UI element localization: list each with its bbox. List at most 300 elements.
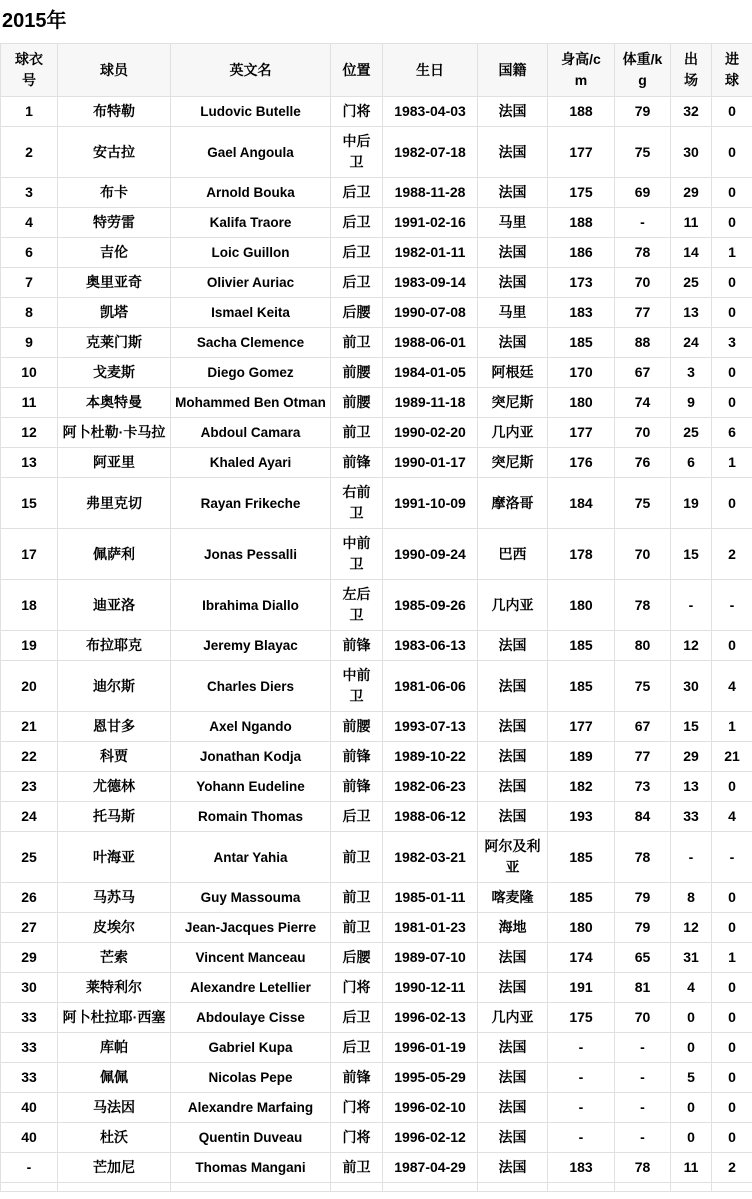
table-cell: 后卫 <box>331 1003 383 1033</box>
table-cell: 6 <box>712 418 752 448</box>
table-cell: 弗里克切 <box>58 478 171 529</box>
table-cell: Mohammed Ben Otman <box>171 388 331 418</box>
table-cell: 9 <box>671 388 712 418</box>
table-cell: Kalifa Traore <box>171 208 331 238</box>
table-cell: 突尼斯 <box>478 388 548 418</box>
table-cell: 阿根廷 <box>478 358 548 388</box>
table-row <box>1 238 752 268</box>
table-cell: 中前卫 <box>331 529 383 580</box>
table-cell: 0 <box>712 127 752 178</box>
table-cell: 前卫 <box>331 832 383 883</box>
column-header: 位置 <box>331 44 383 97</box>
table-cell: 前腰 <box>331 712 383 742</box>
table-row <box>1 1153 752 1183</box>
table-cell: 4 <box>712 802 752 832</box>
table-cell: 前锋 <box>331 1063 383 1093</box>
table-cell: 本奥特曼 <box>58 388 171 418</box>
table-cell: 奥里亚奇 <box>58 268 171 298</box>
table-cell: 31 <box>671 943 712 973</box>
table-cell: 4 <box>712 661 752 712</box>
table-cell <box>58 1183 171 1192</box>
column-header: 球员 <box>58 44 171 97</box>
table-cell: 4 <box>671 973 712 1003</box>
table-cell: 1995-05-29 <box>383 1063 478 1093</box>
table-cell: - <box>1 1153 58 1183</box>
table-cell: 11 <box>1 388 58 418</box>
table-row <box>1 580 752 631</box>
table-cell: Olivier Auriac <box>171 268 331 298</box>
column-header: 球衣号 <box>1 44 58 97</box>
table-cell: 0 <box>712 1003 752 1033</box>
table-cell: 76 <box>615 448 671 478</box>
table-cell: 67 <box>615 712 671 742</box>
table-cell: 1 <box>712 238 752 268</box>
table-cell: 0 <box>712 973 752 1003</box>
table-row <box>1 268 752 298</box>
table-cell: 21 <box>712 742 752 772</box>
table-row <box>1 742 752 772</box>
table-cell: 1982-01-11 <box>383 238 478 268</box>
table-cell: 恩甘多 <box>58 712 171 742</box>
table-row <box>1 661 752 712</box>
table-cell: 0 <box>712 478 752 529</box>
table-cell: 阿尔及利亚 <box>478 832 548 883</box>
table-cell: 1990-09-24 <box>383 529 478 580</box>
table-cell: 75 <box>615 661 671 712</box>
table-row <box>1 712 752 742</box>
header-row <box>1 44 752 97</box>
table-cell: 科贾 <box>58 742 171 772</box>
table-cell: 185 <box>548 883 615 913</box>
table-cell: 1991-10-09 <box>383 478 478 529</box>
table-cell: 马法因 <box>58 1093 171 1123</box>
table-cell: 0 <box>712 1063 752 1093</box>
table-cell: 后卫 <box>331 178 383 208</box>
table-cell: 布特勒 <box>58 97 171 127</box>
table-row <box>1 97 752 127</box>
table-cell: 174 <box>548 943 615 973</box>
table-row <box>1 529 752 580</box>
table-cell: 1987-04-29 <box>383 1153 478 1183</box>
table-row <box>1 1093 752 1123</box>
table-cell: 0 <box>712 178 752 208</box>
table-cell <box>671 1183 712 1192</box>
table-cell: 1985-09-26 <box>383 580 478 631</box>
table-cell: 门将 <box>331 1123 383 1153</box>
table-cell: Gael Angoula <box>171 127 331 178</box>
table-cell: 79 <box>615 883 671 913</box>
table-cell: 凯塔 <box>58 298 171 328</box>
table-cell: Alexandre Marfaing <box>171 1093 331 1123</box>
table-cell: 几内亚 <box>478 418 548 448</box>
table-cell: 法国 <box>478 328 548 358</box>
table-cell: Loic Guillon <box>171 238 331 268</box>
table-cell: 0 <box>671 1003 712 1033</box>
table-cell: 戈麦斯 <box>58 358 171 388</box>
table-cell: 门将 <box>331 1093 383 1123</box>
table-cell: 77 <box>615 742 671 772</box>
table-cell: 0 <box>712 1033 752 1063</box>
table-cell: 170 <box>548 358 615 388</box>
table-cell: 0 <box>712 913 752 943</box>
table-cell: 1983-04-03 <box>383 97 478 127</box>
table-cell: 前腰 <box>331 388 383 418</box>
table-row <box>1 388 752 418</box>
table-cell: 迪亚洛 <box>58 580 171 631</box>
table-cell: 3 <box>1 178 58 208</box>
table-cell: 22 <box>1 742 58 772</box>
table-cell: Charles Diers <box>171 661 331 712</box>
table-row <box>1 1033 752 1063</box>
table-cell: 79 <box>615 913 671 943</box>
table-cell: 78 <box>615 1153 671 1183</box>
table-cell: Axel Ngando <box>171 712 331 742</box>
table-cell: 芒加尼 <box>58 1153 171 1183</box>
table-row <box>1 478 752 529</box>
table-cell: - <box>712 832 752 883</box>
table-cell: Abdoul Camara <box>171 418 331 448</box>
table-cell: 176 <box>548 448 615 478</box>
table-cell: 175 <box>548 178 615 208</box>
table-body <box>1 97 752 1192</box>
table-cell: 11 <box>671 208 712 238</box>
table-cell: 33 <box>1 1033 58 1063</box>
table-cell: 1990-07-08 <box>383 298 478 328</box>
table-row <box>1 418 752 448</box>
table-cell: Sacha Clemence <box>171 328 331 358</box>
table-cell: 84 <box>615 802 671 832</box>
table-cell: 后卫 <box>331 268 383 298</box>
table-cell: 法国 <box>478 238 548 268</box>
column-header: 进球 <box>712 44 752 97</box>
table-cell: Rayan Frikeche <box>171 478 331 529</box>
table-cell: 法国 <box>478 742 548 772</box>
table-cell: 24 <box>1 802 58 832</box>
table-header <box>1 44 752 97</box>
table-cell: Khaled Ayari <box>171 448 331 478</box>
table-cell: 1 <box>712 448 752 478</box>
table-cell: 19 <box>671 478 712 529</box>
table-cell: 门将 <box>331 973 383 1003</box>
table-cell <box>712 1183 752 1192</box>
table-cell: 1996-02-12 <box>383 1123 478 1153</box>
table-cell: 24 <box>671 328 712 358</box>
table-cell: Quentin Duveau <box>171 1123 331 1153</box>
table-cell: 40 <box>1 1093 58 1123</box>
table-cell <box>1 1183 58 1192</box>
table-cell: 喀麦隆 <box>478 883 548 913</box>
table-cell: 8 <box>671 883 712 913</box>
table-cell: 70 <box>615 1003 671 1033</box>
table-cell: 70 <box>615 268 671 298</box>
table-cell: 185 <box>548 328 615 358</box>
table-row <box>1 832 752 883</box>
table-cell: 1985-01-11 <box>383 883 478 913</box>
table-cell: 175 <box>548 1003 615 1033</box>
table-cell: - <box>671 580 712 631</box>
table-row <box>1 772 752 802</box>
table-cell: 2 <box>1 127 58 178</box>
table-cell <box>383 1183 478 1192</box>
table-row <box>1 298 752 328</box>
table-cell: Jeremy Blayac <box>171 631 331 661</box>
table-cell: 法国 <box>478 973 548 1003</box>
table-cell: 74 <box>615 388 671 418</box>
table-cell: 80 <box>615 631 671 661</box>
table-cell: Antar Yahia <box>171 832 331 883</box>
table-cell: - <box>548 1093 615 1123</box>
table-cell: 中前卫 <box>331 661 383 712</box>
table-row <box>1 631 752 661</box>
table-cell: 78 <box>615 832 671 883</box>
table-cell: 法国 <box>478 1093 548 1123</box>
table-cell: 法国 <box>478 97 548 127</box>
table-row <box>1 178 752 208</box>
table-cell: 突尼斯 <box>478 448 548 478</box>
table-cell: 前卫 <box>331 418 383 448</box>
table-cell: 182 <box>548 772 615 802</box>
table-cell: 30 <box>1 973 58 1003</box>
table-cell: 前锋 <box>331 742 383 772</box>
table-cell: 88 <box>615 328 671 358</box>
column-header: 生日 <box>383 44 478 97</box>
table-cell: 29 <box>671 178 712 208</box>
table-cell: 库帕 <box>58 1033 171 1063</box>
table-cell: 法国 <box>478 1123 548 1153</box>
table-row <box>1 943 752 973</box>
table-cell: 12 <box>671 913 712 943</box>
column-header: 国籍 <box>478 44 548 97</box>
table-cell: 65 <box>615 943 671 973</box>
table-cell: 3 <box>712 328 752 358</box>
table-cell: 托马斯 <box>58 802 171 832</box>
table-cell: 前腰 <box>331 358 383 388</box>
table-row <box>1 1123 752 1153</box>
table-cell: 12 <box>671 631 712 661</box>
table-cell: 1989-07-10 <box>383 943 478 973</box>
table-cell: 迪尔斯 <box>58 661 171 712</box>
table-cell: 1989-10-22 <box>383 742 478 772</box>
table-cell: Jean-Jacques Pierre <box>171 913 331 943</box>
table-cell: 183 <box>548 298 615 328</box>
table-cell: 0 <box>671 1123 712 1153</box>
table-cell: 后卫 <box>331 802 383 832</box>
table-cell: Romain Thomas <box>171 802 331 832</box>
column-header: 体重/kg <box>615 44 671 97</box>
table-cell: 法国 <box>478 268 548 298</box>
table-cell: 尤德林 <box>58 772 171 802</box>
table-cell: 6 <box>671 448 712 478</box>
table-cell: 1991-02-16 <box>383 208 478 238</box>
table-cell: 摩洛哥 <box>478 478 548 529</box>
table-cell: 4 <box>1 208 58 238</box>
table-cell: 177 <box>548 712 615 742</box>
table-cell: 后卫 <box>331 208 383 238</box>
column-header: 身高/cm <box>548 44 615 97</box>
table-cell: 叶海亚 <box>58 832 171 883</box>
table-cell: 门将 <box>331 97 383 127</box>
table-cell: 193 <box>548 802 615 832</box>
table-cell: 15 <box>671 529 712 580</box>
table-cell: Thomas Mangani <box>171 1153 331 1183</box>
table-cell <box>548 1183 615 1192</box>
table-cell: 阿卜杜勒·卡马拉 <box>58 418 171 448</box>
table-cell: 杜沃 <box>58 1123 171 1153</box>
table-cell: 13 <box>671 772 712 802</box>
table-cell: 23 <box>1 772 58 802</box>
column-header: 出场 <box>671 44 712 97</box>
table-cell: 0 <box>671 1093 712 1123</box>
table-cell: 5 <box>671 1063 712 1093</box>
table-cell: 183 <box>548 1153 615 1183</box>
table-row <box>1 358 752 388</box>
page-title: 2015年 <box>2 9 752 33</box>
table-cell: Ismael Keita <box>171 298 331 328</box>
table-cell: 0 <box>671 1033 712 1063</box>
squad-table <box>0 43 752 1192</box>
table-cell: 1990-02-20 <box>383 418 478 448</box>
table-cell: Yohann Eudeline <box>171 772 331 802</box>
table-cell: Ludovic Butelle <box>171 97 331 127</box>
table-cell: 0 <box>712 1123 752 1153</box>
table-cell: Diego Gomez <box>171 358 331 388</box>
table-cell: - <box>615 1063 671 1093</box>
table-cell: 178 <box>548 529 615 580</box>
table-cell: 180 <box>548 913 615 943</box>
table-cell: 3 <box>671 358 712 388</box>
table-cell: - <box>548 1063 615 1093</box>
table-cell: 法国 <box>478 1153 548 1183</box>
table-cell: 巴西 <box>478 529 548 580</box>
table-cell: - <box>615 208 671 238</box>
table-cell: 后卫 <box>331 238 383 268</box>
table-cell: 15 <box>671 712 712 742</box>
table-cell: 14 <box>671 238 712 268</box>
table-cell: 12 <box>1 418 58 448</box>
table-cell: 186 <box>548 238 615 268</box>
table-cell: - <box>615 1123 671 1153</box>
table-cell: 30 <box>671 127 712 178</box>
table-cell: 188 <box>548 208 615 238</box>
table-cell: 188 <box>548 97 615 127</box>
table-cell <box>615 1183 671 1192</box>
table-cell: 78 <box>615 580 671 631</box>
table-cell: 马苏马 <box>58 883 171 913</box>
table-cell: Nicolas Pepe <box>171 1063 331 1093</box>
table-cell: - <box>712 580 752 631</box>
table-cell: 1984-01-05 <box>383 358 478 388</box>
table-cell: 10 <box>1 358 58 388</box>
column-header: 英文名 <box>171 44 331 97</box>
table-cell: 马里 <box>478 298 548 328</box>
table-cell: 特劳雷 <box>58 208 171 238</box>
table-cell: 法国 <box>478 178 548 208</box>
table-cell: 185 <box>548 661 615 712</box>
table-cell: Ibrahima Diallo <box>171 580 331 631</box>
table-cell: 1983-06-13 <box>383 631 478 661</box>
table-cell: 1988-06-01 <box>383 328 478 358</box>
table-cell: 1981-01-23 <box>383 913 478 943</box>
table-row <box>1 1003 752 1033</box>
table-cell: 73 <box>615 772 671 802</box>
table-cell: 185 <box>548 832 615 883</box>
table-cell: 32 <box>671 97 712 127</box>
table-cell: 1981-06-06 <box>383 661 478 712</box>
table-cell: 法国 <box>478 802 548 832</box>
table-cell: 25 <box>671 268 712 298</box>
table-cell: 海地 <box>478 913 548 943</box>
table-cell: 前卫 <box>331 1153 383 1183</box>
table-cell: 79 <box>615 97 671 127</box>
table-cell: 81 <box>615 973 671 1003</box>
table-cell: 30 <box>671 661 712 712</box>
table-cell: 70 <box>615 418 671 448</box>
table-cell: 191 <box>548 973 615 1003</box>
table-cell: 法国 <box>478 943 548 973</box>
table-cell: 前卫 <box>331 328 383 358</box>
table-row <box>1 448 752 478</box>
table-cell: 17 <box>1 529 58 580</box>
table-cell: 29 <box>1 943 58 973</box>
table-cell: 0 <box>712 358 752 388</box>
table-cell: - <box>615 1033 671 1063</box>
table-cell: 1988-06-12 <box>383 802 478 832</box>
table-cell: 1996-01-19 <box>383 1033 478 1063</box>
table-cell: 佩萨利 <box>58 529 171 580</box>
table-row <box>1 883 752 913</box>
table-cell: 0 <box>712 388 752 418</box>
table-cell: 173 <box>548 268 615 298</box>
table-cell: 185 <box>548 631 615 661</box>
table-row <box>1 1063 752 1093</box>
table-cell: 25 <box>671 418 712 448</box>
table-cell: 33 <box>1 1003 58 1033</box>
table-cell: 前锋 <box>331 448 383 478</box>
table-row <box>1 802 752 832</box>
table-cell: 布拉耶克 <box>58 631 171 661</box>
table-cell: Arnold Bouka <box>171 178 331 208</box>
table-cell: 法国 <box>478 127 548 178</box>
table-cell: 1983-09-14 <box>383 268 478 298</box>
table-row <box>1 127 752 178</box>
table-cell: Alexandre Letellier <box>171 973 331 1003</box>
table-cell: Gabriel Kupa <box>171 1033 331 1063</box>
table-cell: 右前卫 <box>331 478 383 529</box>
table-cell: 0 <box>712 631 752 661</box>
table-cell: 180 <box>548 580 615 631</box>
table-cell: Jonathan Kodja <box>171 742 331 772</box>
table-cell: 法国 <box>478 1063 548 1093</box>
table-cell: 阿卜杜拉耶·西塞 <box>58 1003 171 1033</box>
table-cell <box>331 1183 383 1192</box>
table-cell: 1993-07-13 <box>383 712 478 742</box>
table-cell: 1988-11-28 <box>383 178 478 208</box>
table-cell: 几内亚 <box>478 1003 548 1033</box>
table-cell: 后腰 <box>331 298 383 328</box>
table-cell: 26 <box>1 883 58 913</box>
table-cell: Abdoulaye Cisse <box>171 1003 331 1033</box>
table-cell: 1996-02-13 <box>383 1003 478 1033</box>
table-row <box>1 973 752 1003</box>
table-cell: 11 <box>671 1153 712 1183</box>
table-cell <box>171 1183 331 1192</box>
table-cell: 莱特利尔 <box>58 973 171 1003</box>
table-cell: 皮埃尔 <box>58 913 171 943</box>
table-cell: 78 <box>615 238 671 268</box>
table-cell: 13 <box>1 448 58 478</box>
table-cell: 前卫 <box>331 883 383 913</box>
table-cell: Vincent Manceau <box>171 943 331 973</box>
